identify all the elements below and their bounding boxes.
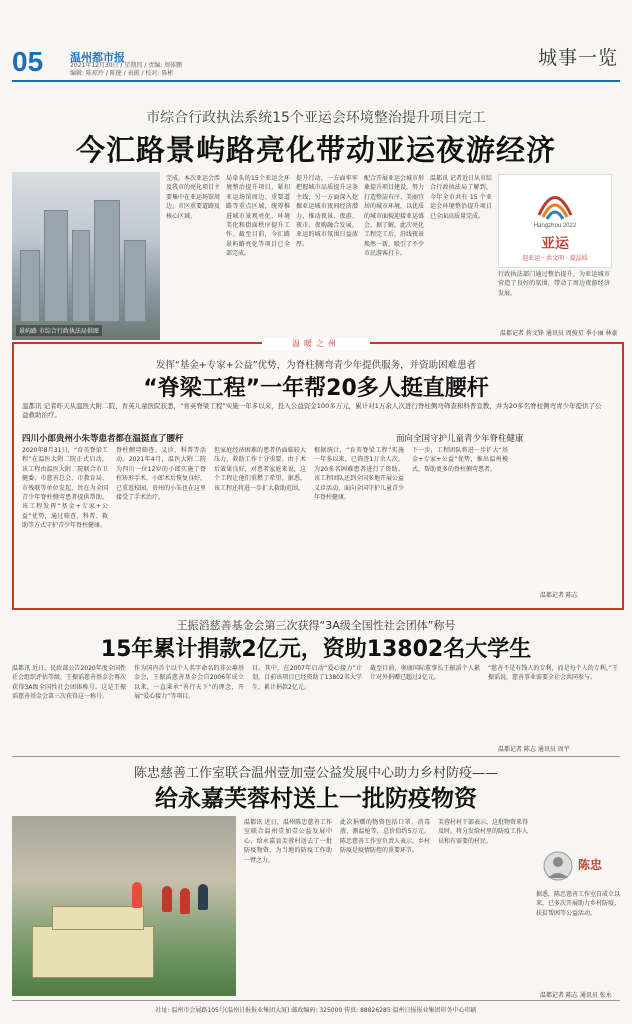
meta-line-1: 2021年12月30日 / 星期四 / 责编: 周体鹏 xyxy=(70,62,183,69)
supply-boxes xyxy=(52,906,144,930)
story4-col-3: 芙蓉村村干部表示，这批物资来得及时，将分发给村里的防疫工作人员和有需要的村民。 xyxy=(438,819,528,845)
section-title: 城事一览 xyxy=(537,47,618,69)
story1-col-5: 配合开展亚运会城市形象提升项目建设，努力打造整洁有序、美丽宜居的城市环境，以优质的城市面貌迎接亚运盛会。据了解，此次亮化工程完工后，沿线夜景焕然一新，吸引了不少市民游客打卡。 xyxy=(364,175,424,258)
paper-name: 温州都市报 xyxy=(70,51,125,64)
story1-col-3: 局牵头的15个亚运会环境整治提升项目，紧扣亚运场馆周边、重要道路等重点区域，统筹推进城市景观亮化、环境美化和街面秩序提升工作。截至目前，今汇路景屿路亮化等项目已全部完成。 xyxy=(226,175,290,258)
story2-sub-headline: 发挥“基金+专家+公益”优势，为脊柱侧弯青少年提供服务，并资助困难患者 xyxy=(155,360,477,371)
story1-photo-caption: 景屿路 市综合行政执法局供图 xyxy=(16,325,102,336)
story2-column-tag: 温暖之州 xyxy=(262,338,370,350)
volunteer-figure xyxy=(132,882,142,908)
story1-headline: 今汇路景屿路亮化带动亚运夜游经济 xyxy=(75,133,556,167)
story2-subhead-left: 四川小郎贵州小朱等患者都在温挺直了腰杆 xyxy=(22,434,184,444)
chen-zhong-signature xyxy=(538,846,620,886)
story3-col-3: 目。其中，在2007年启动“爱心接力”计划，目前该项目已经资助了13802名大学生，累计捐款2亿元。 xyxy=(252,665,362,691)
building-shape xyxy=(72,230,90,322)
story3-col-1: 温都讯 近日，民政部公告2020年度全国性社会组织评估等级，王振滔慈善基金会再次获得3A级全国性社会团体称号。这是王振滔慈善基金会第三次获得这一称号。 xyxy=(12,665,126,701)
story4-headline: 给永嘉芙蓉村送上一批防疫物资 xyxy=(155,786,477,812)
story2-col-5: 下一步，工程团队将进一步扩大“基金+专家+公益”优势，推出温州模式，帮助更多的脊柱侧弯患者。 xyxy=(412,447,508,473)
story1-col-1: 温都讯 记者近日从市综合行政执法局了解到，今年全市共有 15 个亚运会环境整治提升项目已全面高质量完成。 xyxy=(430,175,492,220)
story2-col-6 xyxy=(514,446,610,586)
footer-rule xyxy=(12,1000,620,1001)
story3-pre-headline: 王振滔慈善基金会第三次获得“3A级全国性社会团体”称号 xyxy=(176,619,456,632)
hangzhou-2022-logo xyxy=(498,174,612,268)
story4-col-2: 此次捐赠的物资包括口罩、消毒液、测温枪等，总价值约5万元。陈忠慈善工作室负责人表示，乡村防疫是疫情防控的重要环节。 xyxy=(340,819,430,855)
logo-text-slogan: 迎亚运 · 共文明 · 提品质 xyxy=(522,255,588,262)
story3-headline: 15年累计捐款2亿元，资助13802名大学生 xyxy=(100,637,532,662)
logo-text-yayun: 亚运 xyxy=(541,236,569,252)
logo-text-hangzhou: Hangzhou 2022 xyxy=(533,223,577,229)
story3-col-4: 截至目前，奥康国际董事长王振滔个人累计对外捐赠已超过2亿元。 xyxy=(370,665,480,682)
volunteer-figure xyxy=(162,886,172,912)
building-shape xyxy=(124,240,146,322)
story2-col-2: 脊柱侧弯筛查、义诊、科普等活动。2021年4月，温医大附二院为四川一位12岁的小郎实施了脊柱矫形手术，小郎术后恢复良好，已重返校园。贵州的小朱也在这里接受了手术治疗。 xyxy=(116,447,206,502)
volunteer-figure xyxy=(198,884,208,910)
story2-byline: 温都记者 陈志 xyxy=(540,592,578,599)
building-shape xyxy=(20,250,40,322)
masthead-rule xyxy=(12,80,620,82)
story2-col-4: 根据统计，“育英脊梁工程”实施一年多以来，已筛查1万余人次，为20多名困难患者进行了资助。该工程团队还到全国多地开展公益义诊活动，面向全国守护儿童青少年脊柱健康。 xyxy=(314,447,404,502)
section-divider xyxy=(12,756,620,757)
footer-info: 社址: 温州市会展路105号(温州日报报业集团大厦) 邮政编码: 325000 传真: 88826285 温州日报报业集团印务中心印刷 xyxy=(155,1007,477,1014)
story3-col-2: 作为国内首个以个人名字命名的非公募基金会，王振滔慈善基金会自2006年成立以来，一直秉承“善行天下”的理念，开展“爱心接力”等项目。 xyxy=(134,665,244,701)
story2-subhead-right: 面向全国守护儿童青少年脊柱健康 xyxy=(396,434,524,444)
story1-photo xyxy=(12,172,160,340)
story4-byline: 温都记者 陈志 通讯员 张永 xyxy=(540,992,612,999)
story2-intro: 温都讯 记者昨天从温医大附二院、育英儿童医院获悉，“育英脊梁工程”实施一年多以来，投入公益资金100多万元，累计对1万余人次进行脊柱侧弯筛查和科普宣教，并为20多名脊柱侧弯青少年提供了公益救助治疗。 xyxy=(22,402,602,420)
volunteer-figure xyxy=(180,888,190,914)
story4-pre-headline: 陈忠慈善工作室联合温州壹加壹公益发展中心助力乡村防疫—— xyxy=(133,766,498,781)
story1-col-6: 行政执法部门通过整治提升，为亚运城市营造了良好的氛围，带动了周边夜游经济发展。 xyxy=(498,271,610,297)
meta-line-2: 编辑: 陈琼玲 / 陈健 / 表振 / 校对: 陈彬 xyxy=(70,70,174,77)
story1-byline: 温都记者 蒋文锋 通讯员 周俊星 季小丽 林豪 xyxy=(500,330,618,337)
story2-col-1: 2020年8月31日，“育英脊梁工程”在温医大附二院正式启动，该工程由温医大附二院联合市卫健委、市慈善总会、市教育局、市残联等单位发起，旨在为全国青少年脊柱侧弯患者提供帮助。该工程发挥“基金+专家+公益”优势，通过筛查、科普、救助等方式守护青少年脊柱健康。 xyxy=(22,447,108,530)
story3-col-5: “慈善不是有钱人的专利，而是每个人的专利。”王振滔说，慈善事业需要全社会共同参与。 xyxy=(488,665,618,682)
supply-boxes xyxy=(32,926,154,978)
story1-col-4: 提升行动，一方面牢牢把握城市品质提升这条主线，另一方面深入挖掘亚运城市夜间经济潜力，推动夜景、夜游、夜市、夜购融合发展，亚运的城市氛围日益浓厚。 xyxy=(296,175,358,248)
building-shape xyxy=(94,200,120,322)
story4-col-1: 温都讯 近日，温州陈忠慈善工作室联合温州壹加壹公益发展中心，给永嘉县芙蓉村送去了一批防疫物资，为当地的防疫工作助一臂之力。 xyxy=(244,819,332,864)
story4-photo xyxy=(12,816,236,996)
page-number: 05 xyxy=(12,46,44,77)
story1-col-2: 完成。本次亚运会涉及我市的亮化项目主要集中在亚运场馆周边、市区重要道路及核心区域。 xyxy=(166,175,220,220)
story1-pre-headline: 市综合行政执法系统15个亚运会环境整治提升项目完工 xyxy=(146,110,486,126)
building-shape xyxy=(44,210,68,322)
masthead-meta xyxy=(70,62,290,78)
story4-col-4: 据悉，陈忠慈善工作室自成立以来，已多次开展助力乡村防疫、扶贫帮困等公益活动。 xyxy=(536,891,620,917)
story2-col-3: 但家庭经济困难的患者仍面临较大压力，救助工作十分重要。由于术后效果良好，对患者家庭来说，这个工程让他们重燃了希望。据悉，该工程还将进一步扩大救助范围。 xyxy=(214,447,306,492)
signature-name: 陈忠 xyxy=(578,858,603,872)
story2-headline: “脊梁工程”一年帮20多人挺直腰杆 xyxy=(143,376,489,401)
story3-byline: 温都记者 陈志 通讯员 周宇 xyxy=(498,746,570,753)
